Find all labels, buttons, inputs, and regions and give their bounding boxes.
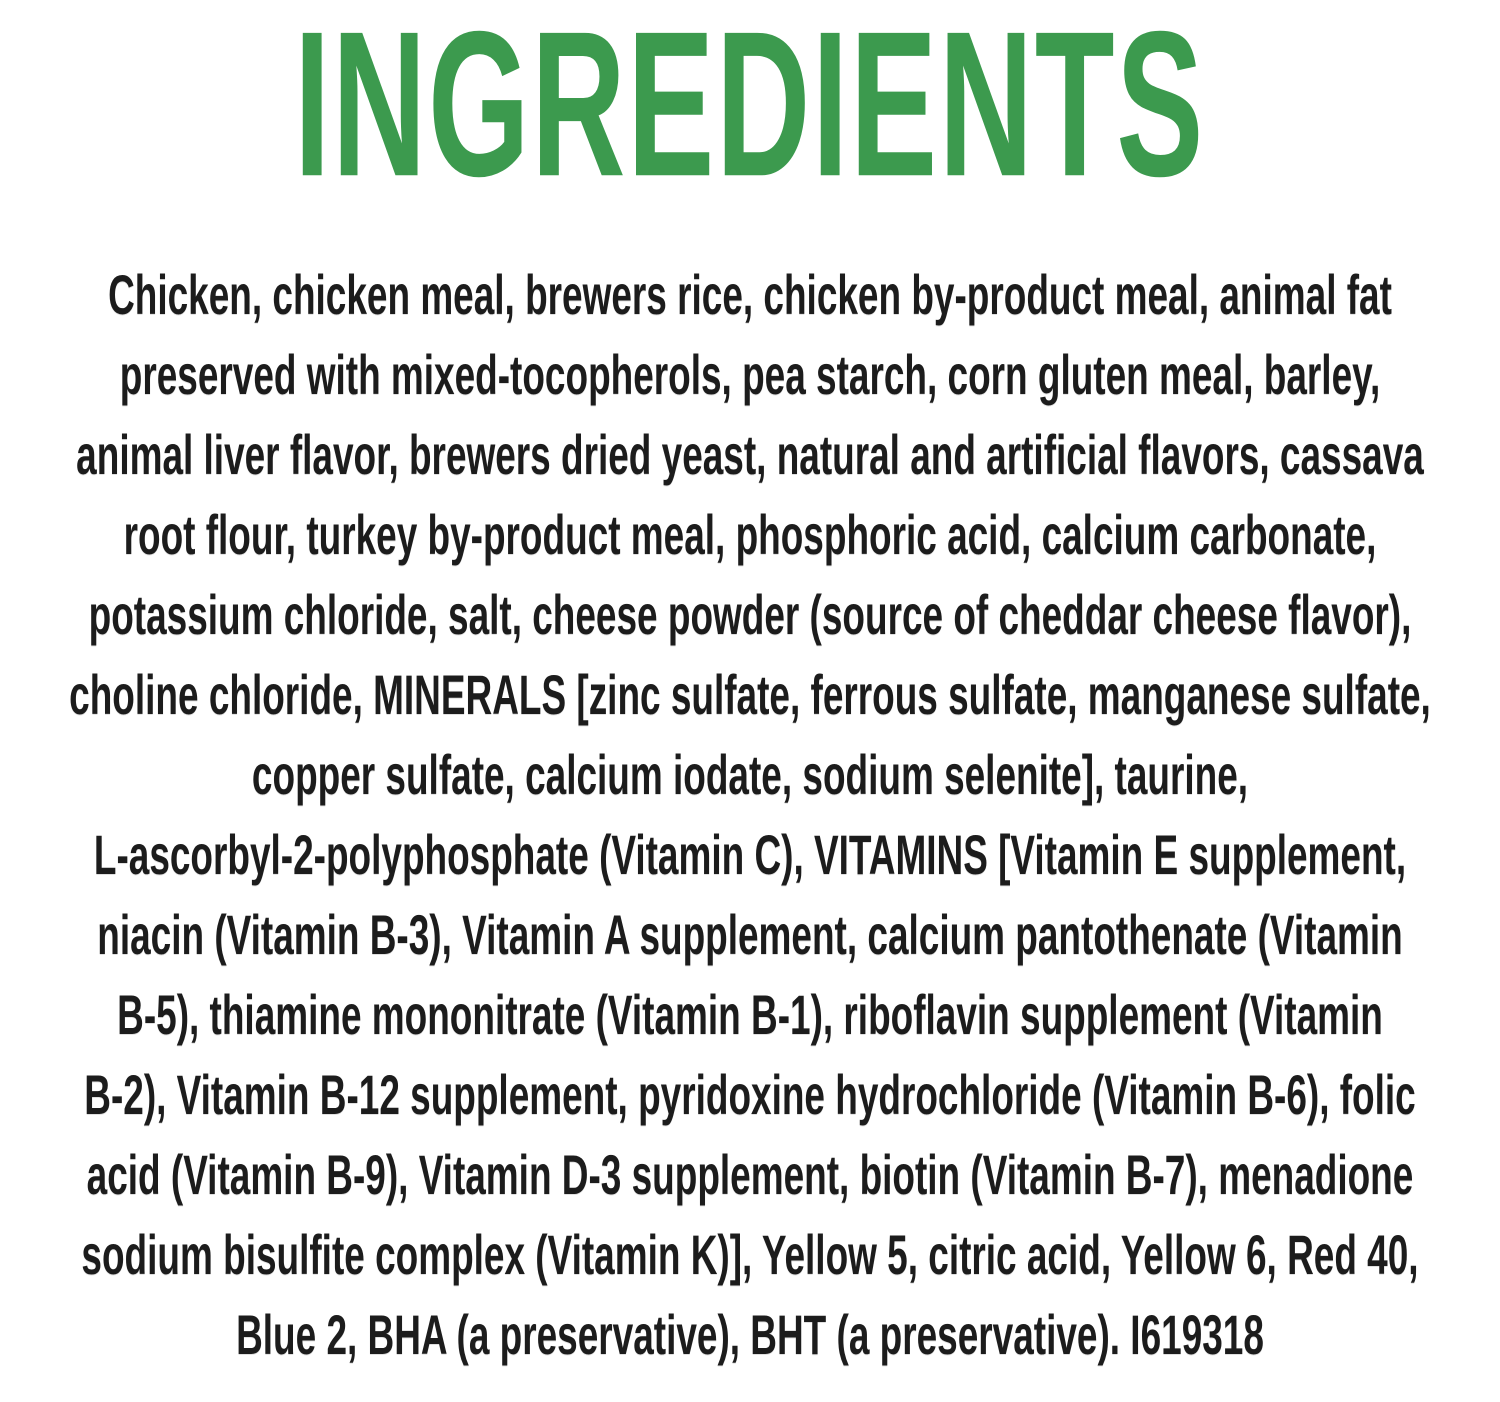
ingredients-line: potassium chloride, salt, cheese powder (source of cheddar cheese flavor), — [88, 583, 1412, 646]
ingredients-line: B-2), Vitamin B-12 supplement, pyridoxine hydrochloride (Vitamin B-6), folic — [84, 1063, 1416, 1126]
ingredients-line: sodium bisulfite complex (Vitamin K)], Yellow 5, citric acid, Yellow 6, Red 40, — [81, 1223, 1419, 1286]
ingredients-line: copper sulfate, calcium iodate, sodium selenite], taurine, — [251, 743, 1249, 806]
ingredients-title-wrap — [0, 0, 1500, 220]
ingredients-text-block — [69, 255, 1431, 1375]
ingredients-line: preserved with mixed-tocopherols, pea starch, corn gluten meal, barley, — [119, 343, 1381, 406]
ingredients-line: acid (Vitamin B-9), Vitamin D-3 supplement, biotin (Vitamin B-7), menadione — [86, 1143, 1414, 1206]
ingredients-line: B-5), thiamine mononitrate (Vitamin B-1), riboflavin supplement (Vitamin — [117, 983, 1383, 1046]
ingredients-line: L-ascorbyl-2-polyphosphate (Vitamin C), VITAMINS [Vitamin E supplement, — [93, 823, 1407, 886]
ingredients-line: animal liver flavor, brewers dried yeast, natural and artificial flavors, cassava — [76, 423, 1424, 486]
ingredients-title: INGREDIENTS — [294, 0, 1206, 220]
ingredients-line: niacin (Vitamin B-3), Vitamin A supplement, calcium pantothenate (Vitamin — [97, 903, 1403, 966]
ingredients-line: root flour, turkey by-product meal, phosphoric acid, calcium carbonate, — [123, 503, 1377, 566]
ingredients-line: Blue 2, BHA (a preservative), BHT (a preservative). I619318 — [236, 1303, 1264, 1366]
ingredients-line: choline chloride, MINERALS [zinc sulfate, ferrous sulfate, manganese sulfate, — [69, 663, 1431, 726]
ingredients-line: Chicken, chicken meal, brewers rice, chicken by-product meal, animal fat — [108, 263, 1392, 326]
